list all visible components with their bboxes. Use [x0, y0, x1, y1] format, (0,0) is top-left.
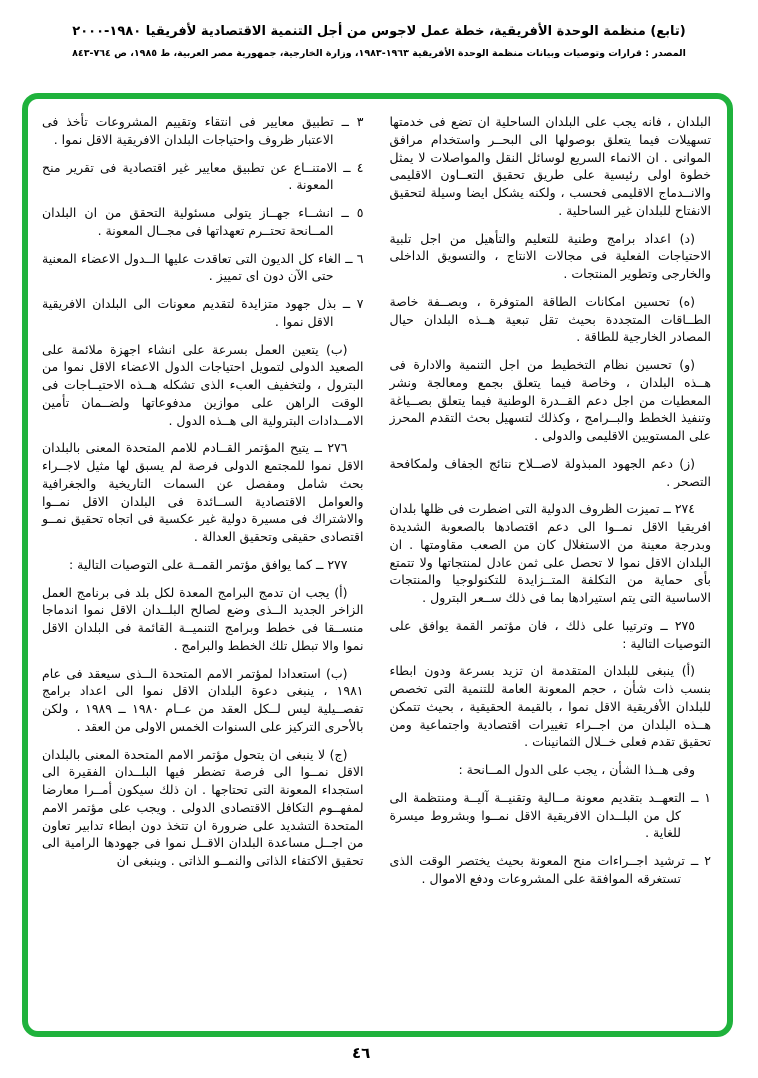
paragraph: (د) اعداد برامج وطنية للتعليم والتأهيل من اجل تلبية الاحتياجات الفعلية فى مجالات الانتاج ، والتسويق الداخلى والخارجى وتطوير المنتجات . — [389, 230, 711, 281]
paragraph: البلدان ، فانه يجب على البلدان الساحلية ان تضع فى خدمتها تسهيلات فيما يتعلق بوصولها الى البحــر واستخدام مرافق الموانى . ان الانماء السريع لوسائل النقل والمواصلات لا يمثل خطوة اولى رئيسية على طريق تحقيق التعــاون الاقليمى والانــدماج الاقليمى فحسب ، ولكنه يشكل ايضا وسيلة لتحقيق الانفتاح للبلدان غير الساحلية . — [389, 114, 711, 218]
paragraph: ٦ ــ الغاء كل الديون التى تعاقدت عليها الــدول الاعضاء المعنية حتى الآن دون اى تمييز . — [42, 250, 364, 284]
paragraph: (ج) لا ينبغى ان يتحول مؤتمر الامم المتحدة المعنى بالبلدان الاقل نمــوا الى فرصة تضطر فيها البلــدان الفقيرة الى استجداء المعونة التى تحتاجها . ان ذلك سيكون أمــرا معارضا لمفهــوم التكافل الاقتصادى الدولى . ويجب على مؤتمر الامم المتحدة التشديد على ضرورة ان تتخذ دون ابطاء تدابير تعاون من اجــل مساعدة البلدان الاقــل نموا فى جهودها الرامية الى تحقيق الاكتفاء الذاتى والنمــو الذاتى . وينبغى ان — [42, 746, 364, 868]
paragraph: وفى هــذا الشأن ، يجب على الدول المــانحة : — [458, 762, 695, 777]
content-frame — [22, 93, 733, 1037]
paragraph: ٢٧٧ ــ كما يوافق مؤتمر القمــة على التوصيات التالية : — [69, 556, 348, 572]
paragraph: (و) تحسين نظام التخطيط من اجل التنمية والادارة فى هــذه البلدان ، وخاصة فيما يتعلق بجمع ومعالجة ونشر المعطيات من اجل دعم القــدرة الوطنية فيما يتعلق بصــياغة وتنفيذ الخطط والبــرامج ، وكذلك لتسهيل بحث التقدم المحرز على المستويين الاقليمى والدولى . — [389, 357, 711, 443]
paragraph: (ب) استعدادا لمؤتمر الامم المتحدة الــذى سيعقد فى عام ١٩٨١ ، ينبغى دعوة البلدان الاقل نموا الى اعداد برامج تفصــيلية ليس لــكل العقد من عــام ١٩٨٠ ــ ١٩٨٩ ، ولكن بالأحرى التركيز على السنوات الخمس الاولى من العقد . — [42, 665, 364, 734]
paragraph: (ز) دعم الجهود المبذولة لاصــلاح نتائج الجفاف ولمكافحة التصحر . — [389, 455, 711, 489]
paragraph: ٢٧٦ ــ يتيح المؤتمر القــادم للامم المتحدة المعنى بالبلدان الاقل نموا للمجتمع الدولى فرصة لم يسبق لها مثيل لاجــراء بحث شامل ومفصل عن السمات التاريخية والجغرافية والعوامل الاقتصادية الســائدة فى البلدان الاقل نمــوا والاشتراك فى مسيرة دولية غير عكسية فى اتجاه تحقيق نمــو اقتصادى حقيقى وتحقيق العدالة . — [42, 440, 364, 544]
paragraph: ٧ ــ بذل جهود متزايدة لتقديم معونات الى البلدان الافريقية الاقل نموا . — [42, 296, 364, 329]
column-left — [42, 113, 364, 1021]
page-title: (تابع) منظمة الوحدة الأفريقية، خطة عمل لاجوس من أجل التنمية الاقتصادية لأفريقيا ١٩٨٠-٢٠٠٠ — [72, 24, 686, 39]
paragraph: ٢٧٤ ــ تميزت الظروف الدولية التى اضطرت فى ظلها بلدان افريقيا الاقل نمــوا الى دعم اقتصادها بالصعوبة الشديدة وبدرجة معينة من الاستغلال كان من الصعب مقاومتها . ان البلدان الاقل نموا لا تحصل على ثمن عادل لمنتجاتها ولا تتمتع بأى حماية من التكلفة المتــزايدة للتكنولوجيا والمنتجات الاساسية التى يتم استيرادها بما فى ذلك ســعر البترول . — [389, 501, 711, 605]
column-right — [390, 113, 712, 1021]
paragraph: (أ) يجب ان تدمج البرامج المعدة لكل بلد فى برنامج العمل الزاخر الجديد الــذى وضع لصالح البلــدان الاقل نموا اندماجا منســقا فى خطط وبرامج التنميــة القائمة فى البلدان الاقل نموا والا تبطل تلك الخطط والبرامج . — [42, 584, 364, 653]
document-header — [0, 0, 758, 59]
paragraph: (ب) يتعين العمل بسرعة على انشاء اجهزة ملائمة على الصعيد الدولى لتمويل احتياجات الدول الاعضاء الاقل نموا من البترول ، ولتخفيف العبء الذى تشكله هــذه الاحتيــاجات فى الوقت الراهن على موازين مدفوعاتها ولضــمان تأمين الامــدادات البترولية الى هــذه الدول . — [42, 341, 364, 428]
paragraph: ٣ ــ تطبيق معايير فى انتقاء وتقييم المشروعات تأخذ فى الاعتبار ظروف واحتياجات البلدان الافريقية الاقل نموا . — [42, 114, 364, 147]
paragraph: (ه) تحسين امكانات الطاقة المتوفرة ، وبصــفة خاصة الطــاقات المتجددة بحيث تقل تبعية هــذه البلدان حيال المصادر الخارجية للطاقة . — [389, 293, 711, 345]
page-number: ٤٦ — [352, 1044, 371, 1062]
paragraph: ١ ــ التعهــد بتقديم معونة مــالية وتقنيــة آليــة ومنتظمة الى كل من البلــدان الافريقية الاقل نمــوا وبشروط ميسرة للغاية . — [389, 789, 711, 841]
paragraph: (أ) ينبغى للبلدان المتقدمة ان تزيد بسرعة ودون ابطاء بنسب ذات شأن ، حجم المعونة العامة للتنمية التى تخصص للبلدان الأفريقية الاقل نموا ، بالقيمة الحقيقية ، بحيث تتمكن هــذه البلدان من اجــراء تغييرات اقتصادية واجتماعية ومن تحقيق تقدم فعلى خــلال الثمانينات . — [389, 663, 711, 750]
paragraph: ٢ ــ ترشيد اجــراءات منح المعونة بحيث يختصر الوقت الذى تستغرقه الموافقة على المشروعات ودفع الاموال . — [389, 853, 711, 886]
columns — [42, 113, 711, 1021]
paragraph: ٤ ــ الامتنــاع عن تطبيق معايير غير اقتصادية فى تقرير منح المعونة . — [42, 159, 364, 193]
paragraph: ٥ ــ انشــاء جهــاز يتولى مسئولية التحقق من ان البلدان المــانحة تحتــرم تعهداتها فى مجــال المعونة . — [42, 205, 364, 238]
source-line: المصدر : قرارات وتوصيات وبيانات منظمة الوحدة الأفريقية ١٩٦٣-١٩٨٣، وزارة الخارجية، جمهورية مصر العربية، ط ١٩٨٥، ص ٧٦٤-٨٤٣ — [72, 48, 686, 59]
paragraph: ٢٧٥ ــ وترتيبا على ذلك ، فان مؤتمر القمة يوافق على التوصيات التالية : — [389, 617, 711, 651]
